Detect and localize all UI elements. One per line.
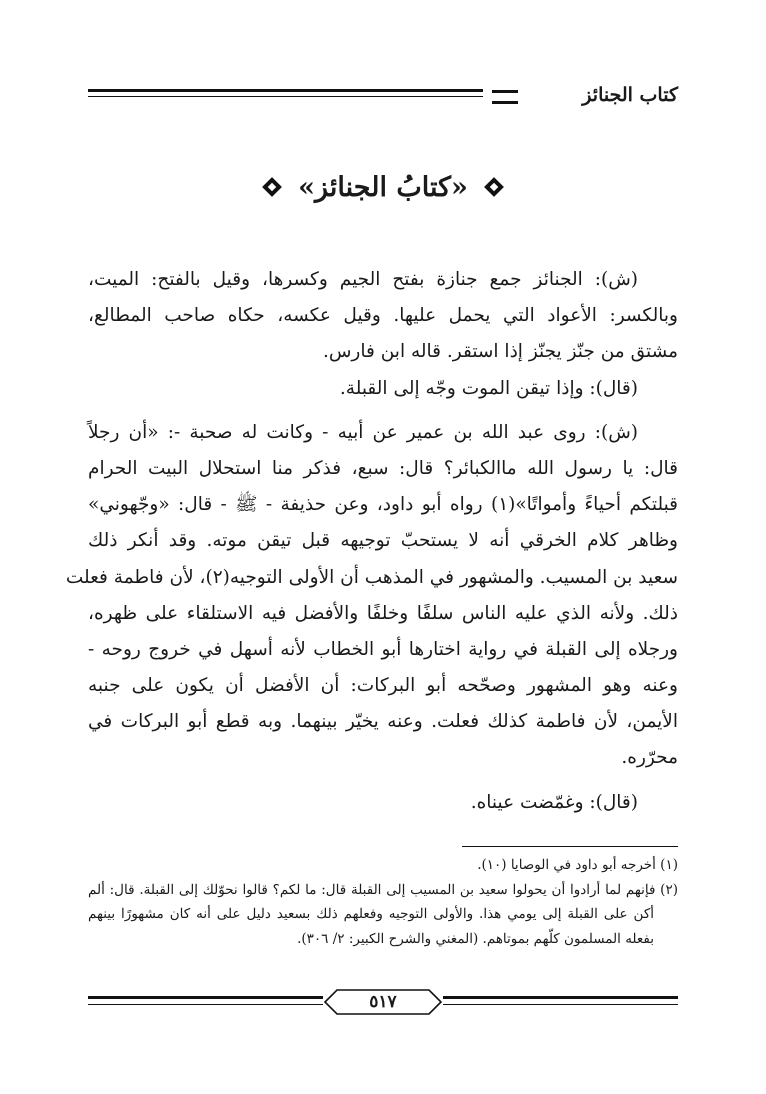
footnote-line: بفعله المسلمون كلّهم بموتاهم. (المغني والشرح الكبير: ٢/ ٣٠٦).	[297, 930, 654, 947]
diamond-ornament-icon	[484, 177, 504, 197]
page-number: ٥١٧	[369, 992, 397, 1012]
header-rule	[88, 89, 483, 97]
page-number-badge	[323, 988, 443, 1016]
text-line: (قال): وغمّضت عيناه.	[470, 791, 638, 813]
footnotes	[88, 853, 678, 951]
diamond-ornament-icon	[262, 177, 282, 197]
running-title: كتاب الجنائز	[582, 84, 678, 106]
text-line: ورجلاه إلى القبلة في رواية اختارها أبو الخطاب لأنه أسهل في خروج روحه -	[88, 638, 678, 660]
text-line: وعنه وهو المشهور وصحّحه أبو البركات: أن الأفضل أن يكون على جنبه	[88, 675, 678, 697]
footnote-line: (١) أخرجه أبو داود في الوصايا (١٠).	[477, 857, 678, 873]
text-line: (ش): روى عبد الله بن عمير عن أبيه - وكانت له صحبة -: «أن رجلاً	[88, 421, 638, 443]
main-text	[65, 262, 679, 821]
text-line: الأيمن، لأن فاطمة كذلك فعلت. وعنه يخيّر بينهما. وبه قطع أبو البركات في	[88, 711, 678, 733]
chapter-title-text: «كتابُ الجنائز»	[298, 172, 468, 203]
header-ornament	[492, 90, 518, 104]
running-header	[88, 84, 678, 106]
text-line: وبالكسر: الأعواد التي يحمل عليها. وقيل عكسه، حكاه صاحب المطالع،	[88, 305, 678, 327]
chapter-title	[0, 168, 766, 208]
text-line: سعيد بن المسيب. والمشهور في المذهب أن الأولى التوجيه(٢)، لأن فاطمة فعلت	[65, 566, 678, 588]
text-line: وظاهر كلام الخرقي أنه لا يستحبّ توجيهه قبل تيقن موته. وقد أنكر ذلك	[88, 530, 678, 552]
text-line: محرّره.	[621, 747, 678, 769]
footnote-line: (٢) فإنهم لما أرادوا أن يحولوا سعيد بن المسيب إلى القبلة قال: ما لكم؟ قالوا نحوّلك إلى القبلة. قال: ألم	[88, 881, 678, 898]
text-line: (قال): وإذا تيقن الموت وجّه إلى القبلة.	[339, 377, 638, 399]
text-line: قبلتكم أحياءً وأمواتًا»(١) رواه أبو داود، وعن حذيفة - ﷺ - قال: «وجّهوني»	[88, 494, 679, 516]
page-footer	[88, 988, 678, 1016]
text-line: قال: يا رسول الله ماالكبائر؟ قال: سبع، فذكر منا استحلال البيت الحرام	[88, 457, 678, 479]
footnote-line: أكن على القبلة إلى يومي هذا. والأولى التوجيه وفعلهم ذلك بسعيد دليل على أنه كان مشهورًا بينهم	[88, 906, 654, 922]
text-line: ذلك. ولأنه الذي عليه الناس سلفًا وخلفًا والأفضل فيه الاستلقاء على ظهره،	[88, 602, 678, 624]
footnote-separator	[462, 846, 678, 847]
text-line: مشتق من جنّز يجنّز إذا استقر. قاله ابن فارس.	[322, 341, 678, 363]
text-line: (ش): الجنائز جمع جنازة بفتح الجيم وكسرها، وقيل بالفتح: الميت،	[88, 269, 638, 290]
